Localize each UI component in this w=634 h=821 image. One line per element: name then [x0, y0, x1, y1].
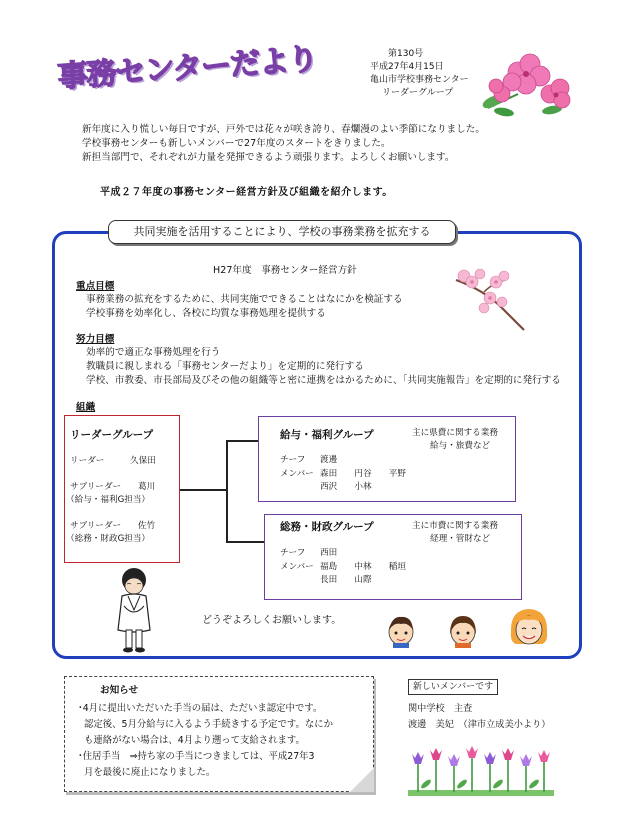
priority-item-2: 学校事務を効率化し、各校に均質な事務処理を提供する: [86, 308, 326, 319]
sub-leader-2-role: サブリーダー: [70, 521, 122, 531]
notice-line-2: 認定後、5月分給与に入るよう手続きする予定です。なにか: [84, 719, 333, 730]
finance-group-title: 総務・財政グループ: [280, 521, 374, 533]
finance-member-role: メンバー: [280, 562, 314, 572]
boy-face-icon: [384, 612, 418, 648]
page-fold: [350, 768, 374, 792]
headline: 平成２７年度の事務センター経営方針及び組織を紹介します。: [100, 187, 393, 198]
priority-heading: 重点目標: [76, 281, 115, 292]
azalea-flowers-icon: [478, 50, 574, 118]
welfare-group-scope: 主に県費に関する業務: [412, 428, 498, 438]
connector-line: [226, 440, 228, 542]
sub-leader-1-name: 葛川: [138, 482, 156, 492]
welfare-members-1: 森田 円谷 平野: [320, 469, 406, 479]
finance-group-scope-detail: 経理・管財など: [430, 534, 491, 544]
intro-line-2: 学校事務センターも新しいメンバーで27年度のスタートをきりました。: [82, 138, 391, 149]
policy-title: H27年度 事務センター経営方針: [213, 265, 357, 276]
slogan-banner: 共同実施を活用することにより、学校の事務業務を拡充する: [108, 220, 456, 244]
leader-group-title: リーダーグループ: [70, 429, 154, 441]
issue-date: 平成27年4月15日: [370, 62, 444, 72]
new-member-name: 渡邊 美妃 （津市立成美小より）: [408, 719, 551, 730]
sub-leader-1-note: （給与・福利G担当）: [66, 495, 151, 505]
effort-item-2: 教職員に親しまれる「事務センターだより」を定期的に発行する: [86, 361, 364, 372]
leader-name: 久保田: [130, 456, 156, 466]
notice-line-3: も連絡がない場合は、4月より遡って支給されます。: [84, 735, 305, 746]
new-member-label: 新しいメンバーです: [408, 679, 498, 695]
notice-title: お知らせ: [100, 685, 139, 696]
issue-number: 第130号: [388, 49, 424, 59]
cherry-blossom-icon: [454, 268, 528, 334]
leader-role: リーダー: [70, 456, 105, 466]
finance-chief-name: 西田: [320, 548, 338, 558]
finance-group-scope: 主に市費に関する業務: [412, 521, 498, 531]
issue-info: [370, 48, 469, 100]
newsletter-title: 事務センターだより: [56, 41, 319, 95]
connector-line: [226, 541, 264, 543]
effort-heading: 努力目標: [76, 334, 115, 345]
notice-line-1: ･4月に提出いただいた手当の届は、ただいま認定中です。: [78, 703, 323, 714]
bowing-woman-icon: [104, 566, 164, 654]
welfare-group-title: 給与・福利グループ: [280, 429, 374, 441]
welfare-chief-name: 渡邊: [320, 455, 338, 465]
welfare-chief-role: チーフ: [280, 455, 306, 465]
sub-leader-2-name: 佐竹: [138, 521, 156, 531]
welfare-members-2: 西沢 小林: [320, 482, 372, 492]
effort-item-1: 効率的で適正な事務処理を行う: [86, 347, 221, 358]
finance-chief-role: チーフ: [280, 548, 306, 558]
intro-line-1: 新年度に入り慌しい毎日ですが、戸外では花々が咲き誇り、春爛漫のよい季節になりました。: [82, 124, 485, 135]
sub-leader-1-role: サブリーダー: [70, 482, 122, 492]
connector-line: [180, 489, 226, 491]
welfare-group-scope-detail: 給与・旅費など: [430, 441, 491, 451]
finance-members-2: 長田 山際: [320, 575, 372, 585]
tulips-icon: [408, 744, 554, 796]
publisher-group: リーダーグループ: [382, 88, 454, 98]
intro-line-3: 新担当部門で、それぞれが力量を発揮できるよう頑張ります。よろしくお願いします。: [82, 152, 455, 163]
connector-line: [226, 440, 258, 442]
notice-line-4: ･住居手当 ⇒持ち家の手当につきましては、平成27年3: [78, 751, 315, 762]
smiling-woman-icon: [508, 606, 550, 650]
welfare-member-role: メンバー: [280, 469, 314, 479]
finance-members-1: 福島 中林 稲垣: [320, 562, 406, 572]
priority-item-1: 事務業務の拡充をするために、共同実施でできることはなにかを検証する: [86, 294, 403, 305]
notice-line-5: 月を最後に廃止になりました。: [84, 767, 216, 778]
publisher: 亀山市学校事務センター: [370, 75, 469, 85]
greeting: どうぞよろしくお願いします。: [202, 615, 342, 626]
new-member-school: 関中学校 主査: [408, 703, 473, 714]
effort-item-3: 学校、市教委、市長部局及びその他の組織等と密に連携をはかるために、「共同実施報告」を定期的に発行する: [86, 375, 561, 386]
girl-face-icon: [446, 612, 480, 648]
org-heading: 組織: [76, 402, 96, 413]
sub-leader-2-note: （総務・財政G担当）: [66, 534, 151, 544]
